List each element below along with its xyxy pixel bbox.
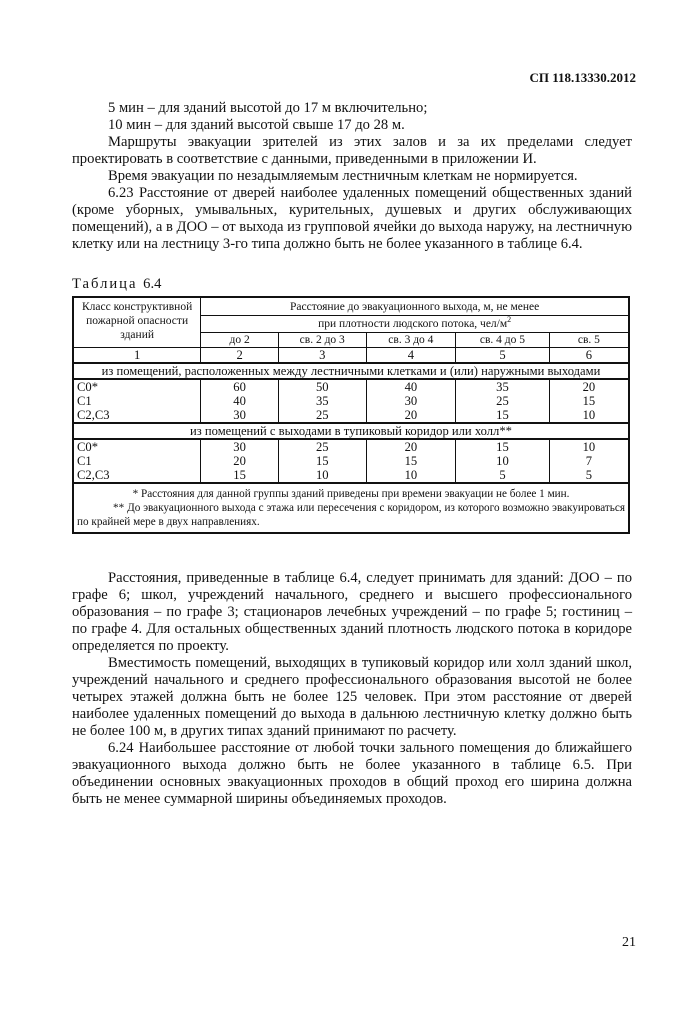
row-label: С1 — [73, 394, 201, 408]
row-label: С2,С3 — [73, 468, 201, 483]
paragraph-capacity: Вместимость помещений, выходящих в тупиковый коридор или холл зданий школ, учреждений начального и среднего профессионального образования высотой не более четырех этажей должна быть не более 125 человек. При этом расстояние от дверей наиболее удаленных помещений до выхода в дальнюю лестничную клетку должно быть не более 100 м, в других типах зданий принимают по расчету. — [72, 655, 632, 739]
header-distance: Расстояние до эвакуационного выхода, м, не менее — [201, 297, 629, 316]
table-cell: 15 — [278, 454, 366, 468]
paragraph-evacuation-time: Время эвакуации по незадымляемым лестничным клеткам не нормируется. — [108, 168, 578, 184]
table-row — [73, 394, 629, 408]
table-cell: 35 — [278, 394, 366, 408]
paragraph-table-usage: Расстояния, приведенные в таблице 6.4, следует принимать для зданий: ДОО – по графе 6; школ, учреждений начального, среднего и высшего профессионального образования – по графе 3; стационаров лечебных учреждений – по графе 5; гостиниц – по графе 4. Для остальных общественных зданий плотность людского потока в коридоре определяется по проекту. — [72, 570, 632, 654]
row-label: С2,С3 — [73, 408, 201, 423]
table-cell: 35 — [456, 379, 550, 394]
document-code: СП 118.13330.2012 — [529, 70, 636, 85]
table-cell: 25 — [278, 408, 366, 423]
header-density-text: при плотности людского потока, чел/м — [318, 318, 508, 330]
paragraph-6-23: 6.23 Расстояние от дверей наиболее удаленных помещений общественных зданий (кроме уборных, умывальных, курительных, душевых и других обслуживающих помещений), а в ДОО – от выхода из групповой ячейки до выхода наружу, на лестничную клетку или на лестницу 3-го типа должно быть не более указанного в таблице 6.4. — [72, 185, 632, 252]
page-number: 21 — [622, 935, 636, 950]
table-cell: 10 — [366, 468, 456, 483]
col-number-2: 2 — [201, 348, 279, 364]
header-density-sup: 2 — [507, 315, 512, 325]
table-cell: 10 — [456, 454, 550, 468]
table-row — [73, 454, 629, 468]
table-row — [73, 379, 629, 394]
column-number-row — [73, 348, 629, 364]
table-cell: 5 — [456, 468, 550, 483]
table-cell: 15 — [549, 394, 629, 408]
col-number-3: 3 — [278, 348, 366, 364]
table-header-row-1 — [73, 297, 629, 316]
bottom-text-block — [72, 570, 632, 808]
table-cell: 50 — [278, 379, 366, 394]
density-col-3: св. 3 до 4 — [366, 333, 456, 348]
table-cell: 25 — [456, 394, 550, 408]
table-cell: 10 — [549, 439, 629, 454]
table-row — [73, 408, 629, 423]
table-cell: 60 — [201, 379, 279, 394]
table-cell: 15 — [366, 454, 456, 468]
paragraph-evacuation-routes: Маршруты эвакуации зрителей из этих залов и за их пределами следует проектировать в соответствие с данными, приведенными в приложении И. — [72, 134, 632, 167]
table-caption-number: 6.4 — [143, 276, 162, 292]
paragraph-line-2: 10 мин – для зданий высотой свыше 17 до 28 м. — [108, 117, 405, 133]
density-col-5: св. 5 — [549, 333, 629, 348]
table-cell: 20 — [366, 408, 456, 423]
paragraph-6-24: 6.24 Наибольшее расстояние от любой точки зального помещения до ближайшего эвакуационного выхода должно быть не более указанного в таблице 6.5. При объединении основных эвакуационных проходов в общий проход его ширина должна быть не менее суммарной ширины объединяемых проходов. — [72, 740, 632, 807]
density-col-2: св. 2 до 3 — [278, 333, 366, 348]
table-cell: 15 — [201, 468, 279, 483]
section-1-title: из помещений, расположенных между лестничными клетками и (или) наружными выходами — [73, 363, 629, 379]
table-row — [73, 439, 629, 454]
table-caption — [72, 276, 161, 293]
table-cell: 10 — [549, 408, 629, 423]
table-cell: 7 — [549, 454, 629, 468]
table-cell: 40 — [366, 379, 456, 394]
section-2-title: из помещений с выходами в тупиковый коридор или холл** — [73, 423, 629, 439]
table-cell: 10 — [278, 468, 366, 483]
table-notes-row — [73, 483, 629, 533]
table-cell: 5 — [549, 468, 629, 483]
col-number-5: 5 — [456, 348, 550, 364]
section-2-title-row — [73, 423, 629, 439]
col-number-1: 1 — [73, 348, 201, 364]
table-caption-word: Таблица — [72, 276, 138, 292]
col-number-6: 6 — [549, 348, 629, 364]
table-cell: 30 — [201, 408, 279, 423]
table-cell: 20 — [366, 439, 456, 454]
table-cell: 25 — [278, 439, 366, 454]
density-col-4: св. 4 до 5 — [456, 333, 550, 348]
table-cell: 30 — [366, 394, 456, 408]
paragraph-line-1: 5 мин – для зданий высотой до 17 м включительно; — [108, 100, 428, 116]
distance-table — [72, 296, 630, 534]
table-cell: 20 — [201, 454, 279, 468]
table-cell: 40 — [201, 394, 279, 408]
table-cell: 15 — [456, 439, 550, 454]
table-note-1: * Расстояния для данной группы зданий приведены при времени эвакуации не более 1 мин. — [132, 488, 570, 500]
row-label: С0* — [73, 379, 201, 394]
density-col-1: до 2 — [201, 333, 279, 348]
header-density — [201, 316, 629, 333]
row-label: С0* — [73, 439, 201, 454]
table-note-2: ** До эвакуационного выхода с этажа или пересечения с коридором, из которого возможно эвакуироваться по крайней мере в двух направлениях. — [77, 502, 625, 528]
top-text-block — [72, 100, 632, 253]
table-notes — [73, 483, 629, 533]
table-row — [73, 468, 629, 483]
col-number-4: 4 — [366, 348, 456, 364]
table-cell: 15 — [456, 408, 550, 423]
table-cell: 30 — [201, 439, 279, 454]
row-label: С1 — [73, 454, 201, 468]
header-class: Класс конструктивной пожарной опасности зданий — [73, 297, 201, 348]
table-cell: 20 — [549, 379, 629, 394]
section-1-title-row — [73, 363, 629, 379]
